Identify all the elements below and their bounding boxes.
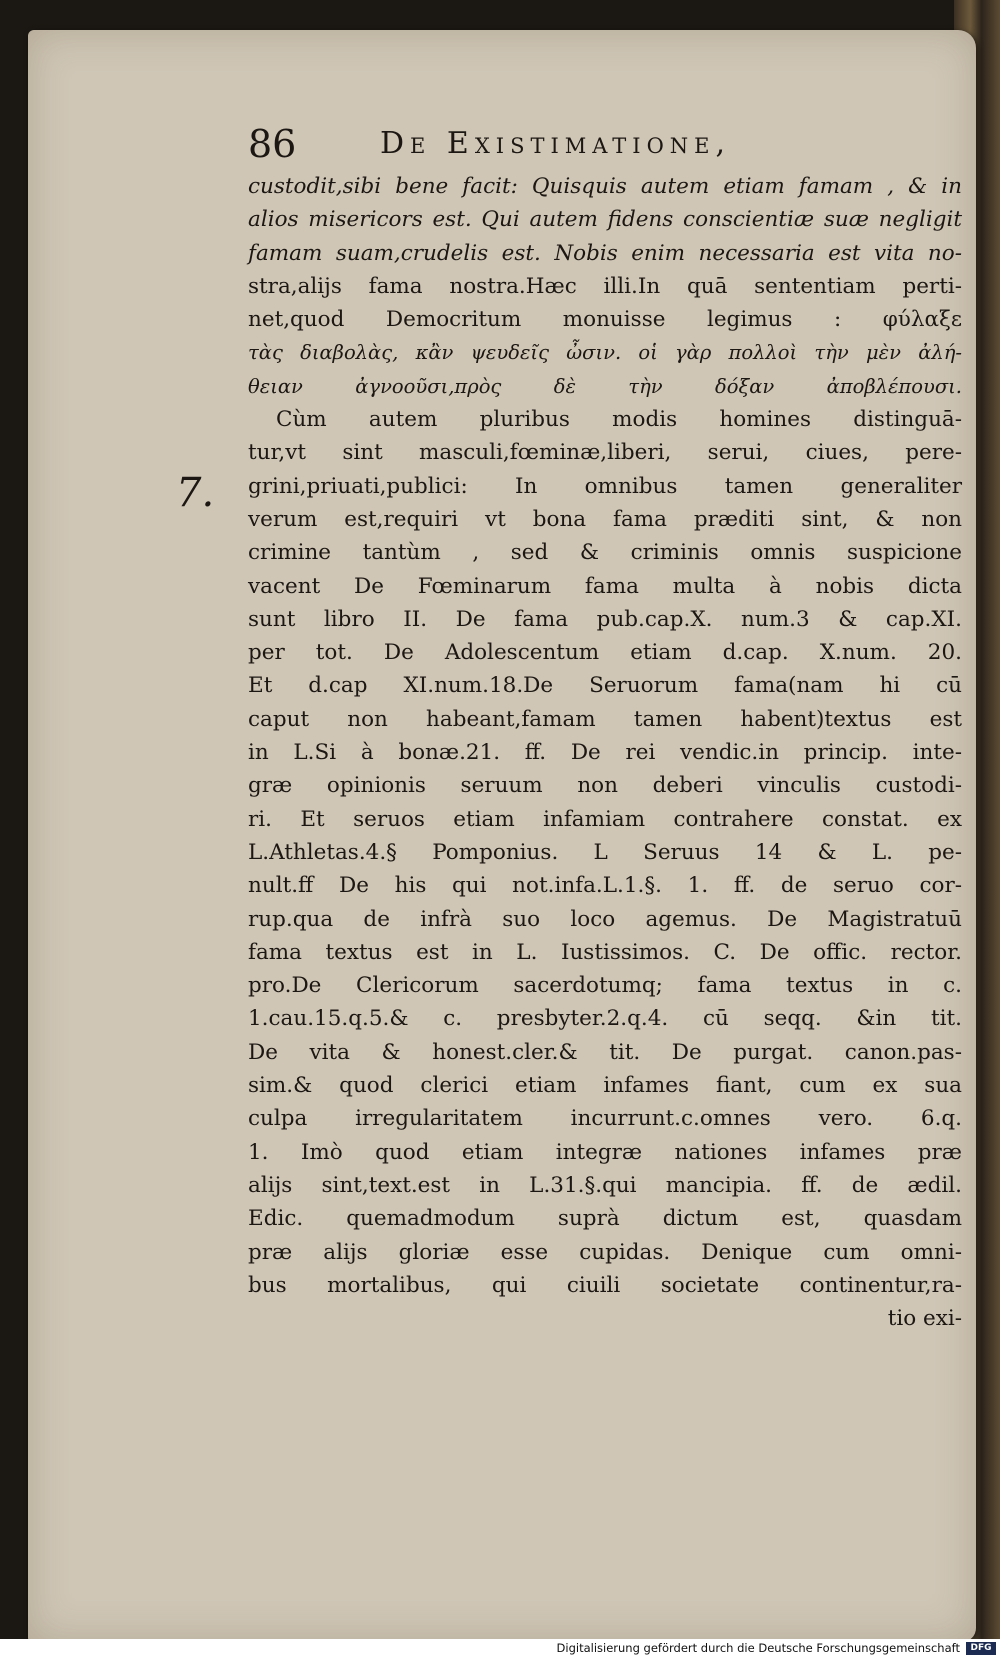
running-head-title: De Existimatione,: [380, 126, 732, 161]
text-line: verum est,requiri vt bona fama præditi sint, & non: [248, 506, 962, 532]
page-number: 86: [248, 122, 297, 166]
text-line: ri. Et seruos etiam infamiam contrahere constat. ex: [248, 806, 962, 832]
page-text-block: [248, 116, 962, 1335]
text-line: græ opinionis seruum non deberi vinculis custodi-: [248, 773, 962, 799]
margin-number: 7.: [176, 470, 215, 516]
text-line: tur,vt sint masculi,fœminæ,liberi, serui, ciues, pere-: [248, 440, 962, 466]
footer-bar: [0, 1639, 1000, 1657]
text-line: De vita & honest.cler.& tit. De purgat. canon.pas-: [248, 1039, 962, 1065]
running-head: [248, 116, 962, 170]
text-line: Edic. quemadmodum suprà dictum est, quasdam: [248, 1206, 962, 1232]
text-line: crimine tantùm , sed & criminis omnis suspicione: [248, 540, 962, 566]
text-line: τὰς διαβολὰς, κἂν ψευδεῖς ὦσιν. οἱ γὰρ πολλοὶ τὴν μὲν ἀλή-: [248, 341, 962, 365]
dfg-logo: DFG: [966, 1642, 996, 1655]
text-line: bus mortalibus, qui ciuili societate continentur,ra-: [248, 1272, 962, 1298]
text-line: L.Athletas.4.§ Pomponius. L Seruus 14 & L. pe-: [248, 839, 962, 865]
text-line: vacent De Fœminarum fama multa à nobis dicta: [248, 573, 962, 599]
text-line: stra,alijs fama nostra.Hæc illi.In quā sententiam perti-: [248, 273, 962, 299]
text-line: alios misericors est. Qui autem fidens conscientiæ suæ negligit: [248, 207, 962, 233]
text-line: fama textus est in L. Iustissimos. C. De offic. rector.: [248, 939, 962, 965]
text-line: in L.Si à bonæ.21. ff. De rei vendic.in princip. inte-: [248, 740, 962, 766]
text-line: nult.ff De his qui not.infa.L.1.§. 1. ff. de seruo cor-: [248, 873, 962, 899]
text-line: caput non habeant,famam tamen habent)textus est: [248, 706, 962, 732]
text-line: pro.De Clericorum sacerdotumq; fama textus in c.: [248, 973, 962, 999]
book-page: [28, 30, 976, 1642]
text-line: sunt libro II. De fama pub.cap.X. num.3 & cap.XI.: [248, 606, 962, 632]
text-line: tio exi-: [887, 1306, 962, 1332]
text-line: Et d.cap XI.num.18.De Seruorum fama(nam hi cū: [248, 673, 962, 699]
text-line: culpa irregularitatem incurrunt.c.omnes vero. 6.q.: [248, 1106, 962, 1132]
text-line: per tot. De Adolescentum etiam d.cap. X.num. 20.: [248, 640, 962, 666]
text-line: præ alijs gloriæ esse cupidas. Denique cum omni-: [248, 1239, 962, 1265]
text-line: θειαν ἀγνοοῦσι,πρὸς δὲ τὴν δόξαν ἀποβλέπουσι.: [248, 374, 962, 398]
text-line: custodit,sibi bene facit: Quisquis autem etiam famam , & in: [248, 174, 962, 199]
text-line: grini,priuati,publici: In omnibus tamen generaliter: [248, 473, 962, 499]
text-line: rup.qua de infrà suo loco agemus. De Magistratuū: [248, 906, 962, 932]
text-line: 1.cau.15.q.5.& c. presbyter.2.q.4. cū seqq. &in tit.: [248, 1006, 962, 1032]
footer-credit: Digitalisierung gefördert durch die Deutsche Forschungsgemeinschaft: [556, 1641, 960, 1655]
text-line: alijs sint,text.est in L.31.§.qui mancipia. ff. de ædil.: [248, 1172, 962, 1198]
text-line: famam suam,crudelis est. Nobis enim necessaria est vita no-: [248, 240, 962, 266]
body-text: [248, 170, 962, 1335]
text-line: 1. Imò quod etiam integræ nationes infames præ: [248, 1139, 962, 1165]
text-line: Cùm autem pluribus modis homines distinguā-: [276, 407, 962, 433]
text-line: sim.& quod clerici etiam infames fiant, cum ex sua: [248, 1073, 962, 1099]
text-line: net,quod Democritum monuisse legimus : φύλαξε: [248, 307, 962, 333]
